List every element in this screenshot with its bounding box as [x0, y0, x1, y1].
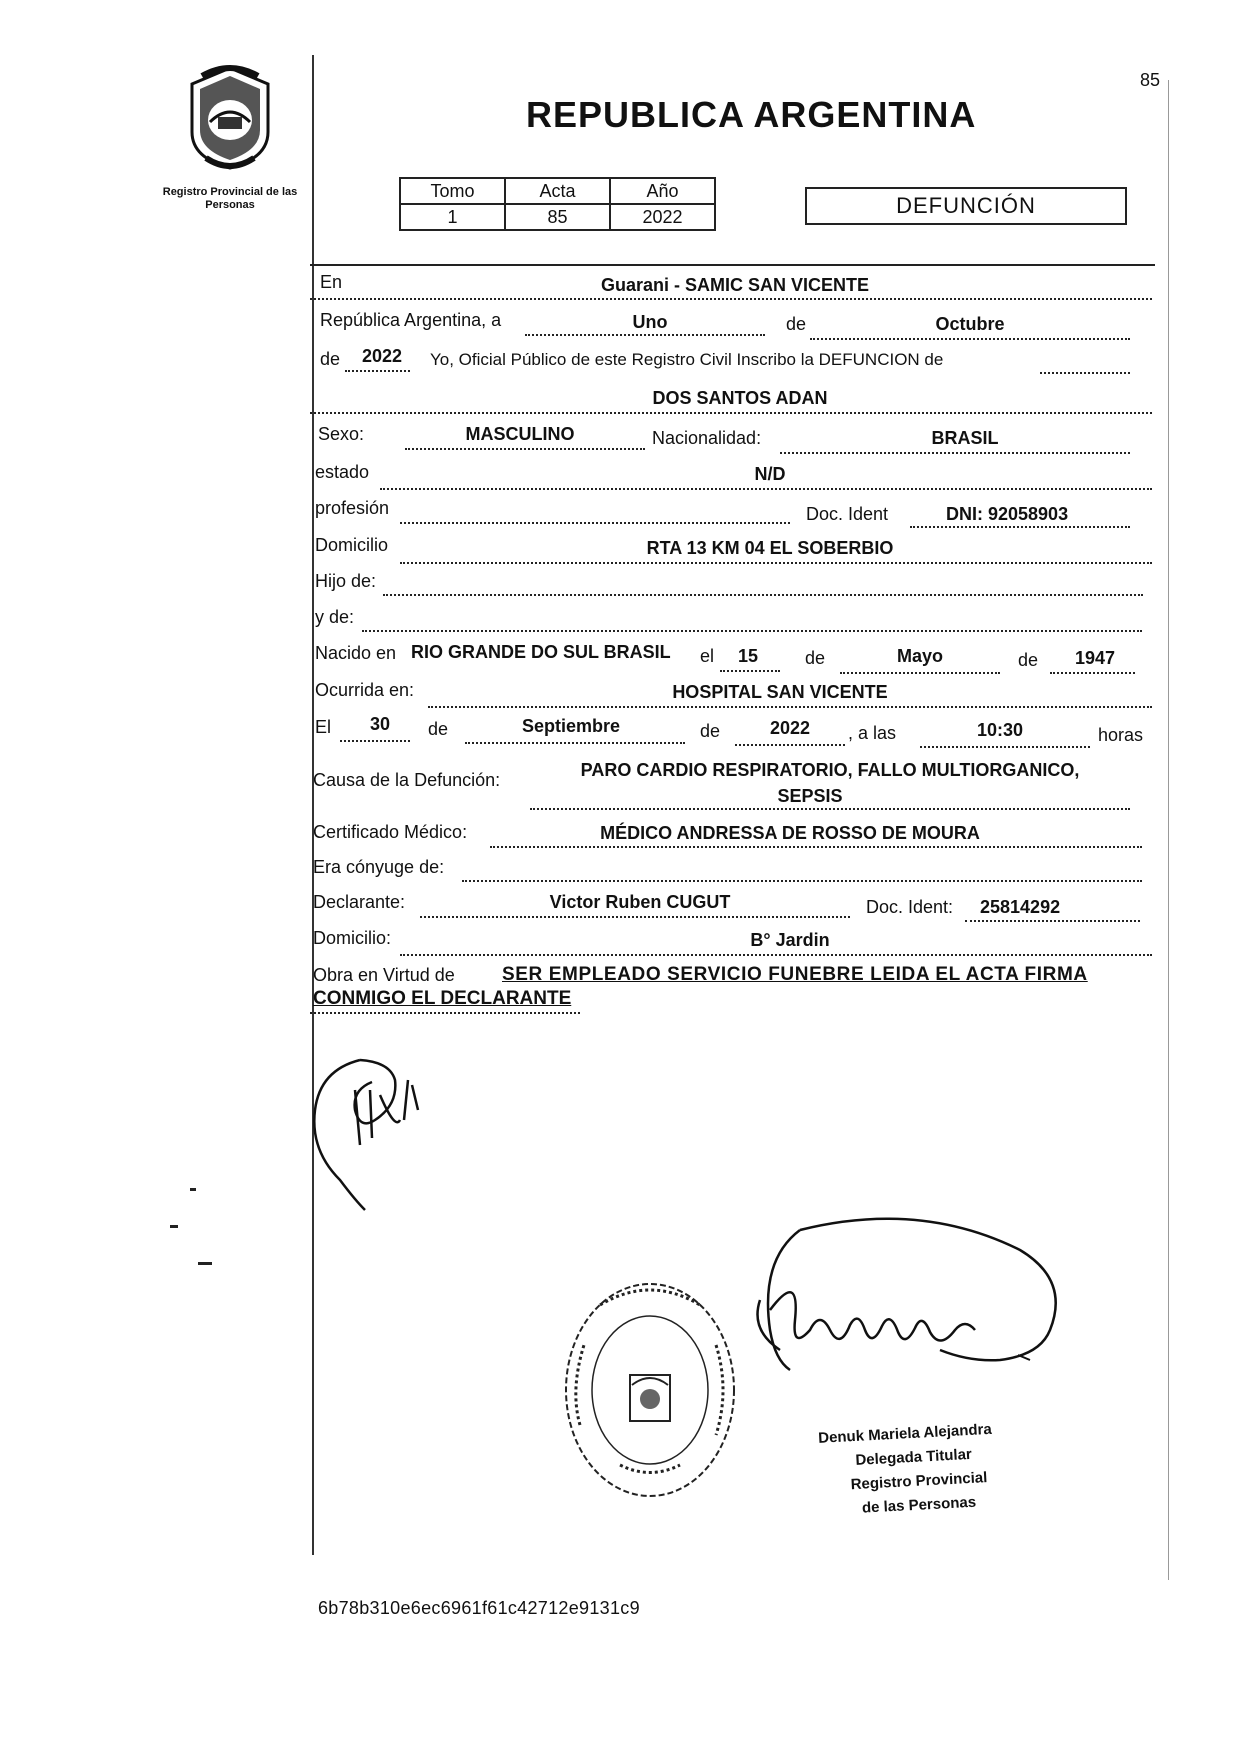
declarante-label: Declarante:	[313, 892, 406, 912]
birth-year: 1947	[1074, 648, 1116, 668]
dotted-line	[735, 744, 845, 746]
birth-de1: de	[805, 648, 826, 668]
dotted-line	[462, 880, 1142, 882]
en-label: En	[320, 272, 343, 292]
alas-label: , a las	[848, 723, 897, 743]
document-hash: 6b78b310e6ec6961f61c42712e9131c9	[318, 1598, 640, 1618]
dotted-line	[965, 920, 1140, 922]
sexo-value: MASCULINO	[465, 424, 575, 444]
declarante-value: Victor Ruben CUGUT	[549, 892, 731, 912]
officer-org1: Registro Provincial	[850, 1469, 988, 1494]
obra-value-line2: CONMIGO EL DECLARANTE	[313, 988, 572, 1009]
record-value-acta: 85	[505, 204, 610, 230]
row-divider	[310, 298, 1152, 300]
doc-type-box: DEFUNCIÓN	[805, 187, 1127, 225]
obra-label: Obra en Virtud de	[313, 965, 455, 985]
deceased-name: DOS SANTOS ADAN	[652, 388, 828, 408]
scan-mark	[190, 1188, 196, 1191]
record-value-ano: 2022	[610, 204, 715, 230]
nacionalidad-label: Nacionalidad:	[652, 428, 762, 448]
dotted-line	[530, 808, 1130, 810]
certificado-value: MÉDICO ANDRESSA DE ROSSO DE MOURA	[600, 823, 980, 843]
officer-signature	[740, 1210, 1100, 1410]
death-month: Septiembre	[522, 716, 621, 736]
official-seal	[560, 1275, 740, 1505]
birth-day: 15	[737, 646, 759, 666]
officer-org2: de las Personas	[861, 1493, 977, 1517]
en-value: Guarani - SAMIC SAN VICENTE	[600, 275, 870, 295]
doc-ident-value: DNI: 92058903	[946, 504, 1069, 524]
dotted-line	[340, 740, 410, 742]
doc-ident-label: Doc. Ident	[806, 504, 889, 524]
month-value: Octubre	[935, 314, 1005, 334]
officer-role: Delegada Titular	[855, 1445, 973, 1469]
dotted-line	[920, 746, 1090, 748]
record-table	[399, 177, 716, 231]
birth-month: Mayo	[896, 646, 943, 666]
dotted-line	[525, 334, 765, 336]
declarante-doc-label: Doc. Ident:	[866, 897, 954, 917]
estado-label: estado	[315, 462, 370, 482]
year-value: 2022	[362, 346, 403, 366]
conyuge-label: Era cónyuge de:	[313, 857, 445, 877]
estado-value: N/D	[754, 464, 786, 484]
day-value: Uno	[632, 312, 668, 332]
nacido-label: Nacido en	[315, 643, 397, 663]
dotted-line	[720, 670, 780, 672]
profesion-label: profesión	[315, 498, 390, 518]
causa-line2: SEPSIS	[777, 786, 843, 806]
dotted-line	[400, 522, 790, 524]
scan-mark	[170, 1225, 178, 1228]
sexo-label: Sexo:	[318, 424, 365, 444]
causa-line1: PARO CARDIO RESPIRATORIO, FALLO MULTIORGANICO,	[580, 760, 1080, 780]
margin-line	[312, 55, 314, 1555]
dotted-line	[810, 338, 1130, 340]
death-day: 30	[369, 714, 391, 734]
death-el: El	[315, 717, 332, 737]
page-number: 85	[1140, 70, 1161, 90]
de-label: de	[786, 314, 807, 334]
dotted-line	[383, 594, 1143, 596]
dotted-line	[780, 452, 1130, 454]
declarante-dom-label: Domicilio:	[313, 928, 392, 948]
row-divider	[380, 488, 1152, 490]
dotted-line	[910, 526, 1130, 528]
ocurrida-value: HOSPITAL SAN VICENTE	[672, 682, 888, 702]
dotted-line	[345, 370, 410, 372]
nacido-lugar: RIO GRANDE DO SUL BRASIL	[411, 642, 671, 662]
republica-label: República Argentina, a	[320, 310, 502, 330]
declarante-doc-value: 25814292	[980, 897, 1061, 917]
dotted-line	[840, 672, 1000, 674]
death-year: 2022	[769, 718, 811, 738]
dotted-line	[362, 630, 1142, 632]
record-header-acta: Acta	[505, 178, 610, 204]
right-margin-line	[1168, 80, 1169, 1580]
scan-mark	[198, 1262, 212, 1265]
birth-de2: de	[1018, 650, 1039, 670]
dotted-line	[420, 916, 850, 918]
hijo-label: Hijo de:	[315, 571, 377, 591]
dotted-line	[465, 742, 685, 744]
officer-name: Denuk Mariela Alejandra	[817, 1420, 993, 1447]
form-top-line	[310, 264, 1155, 266]
yde-label: y de:	[315, 607, 355, 627]
declarant-signature	[300, 1050, 440, 1220]
dotted-line	[400, 562, 1152, 564]
horas-label: horas	[1098, 725, 1144, 745]
inscribo-text: Yo, Oficial Público de este Registro Civil Inscribo la DEFUNCION de	[430, 350, 944, 369]
dotted-line	[1040, 372, 1130, 374]
obra-value-line1: SER EMPLEADO SERVICIO FUNEBRE LEIDA EL ACTA FIRMA	[502, 964, 1088, 985]
record-value-tomo: 1	[400, 204, 505, 230]
domicilio-label: Domicilio	[315, 535, 389, 555]
record-header-tomo: Tomo	[400, 178, 505, 204]
dotted-line	[310, 1012, 580, 1014]
dotted-line	[400, 954, 1152, 956]
el-label: el	[700, 646, 715, 666]
registry-label: Registro Provincial de las Personas	[162, 186, 298, 211]
death-time: 10:30	[976, 720, 1024, 740]
dotted-line	[405, 448, 645, 450]
death-de1: de	[428, 719, 449, 739]
dotted-line	[1050, 672, 1135, 674]
dotted-line	[490, 846, 1142, 848]
certificado-label: Certificado Médico:	[313, 822, 468, 842]
nacionalidad-value: BRASIL	[931, 428, 999, 448]
officer-stamp	[818, 1413, 1083, 1522]
domicilio-value: RTA 13 KM 04 EL SOBERBIO	[646, 538, 894, 558]
year-prefix: de	[320, 349, 341, 369]
province-logo	[180, 62, 280, 172]
causa-label: Causa de la Defunción:	[313, 770, 501, 790]
ocurrida-label: Ocurrida en:	[315, 680, 415, 700]
record-header-ano: Año	[610, 178, 715, 204]
row-divider	[310, 412, 1152, 414]
declarante-dom-value: B° Jardin	[750, 930, 830, 950]
death-de2: de	[700, 721, 721, 741]
page-title: REPUBLICA ARGENTINA	[526, 94, 977, 135]
dotted-line	[428, 706, 1152, 708]
